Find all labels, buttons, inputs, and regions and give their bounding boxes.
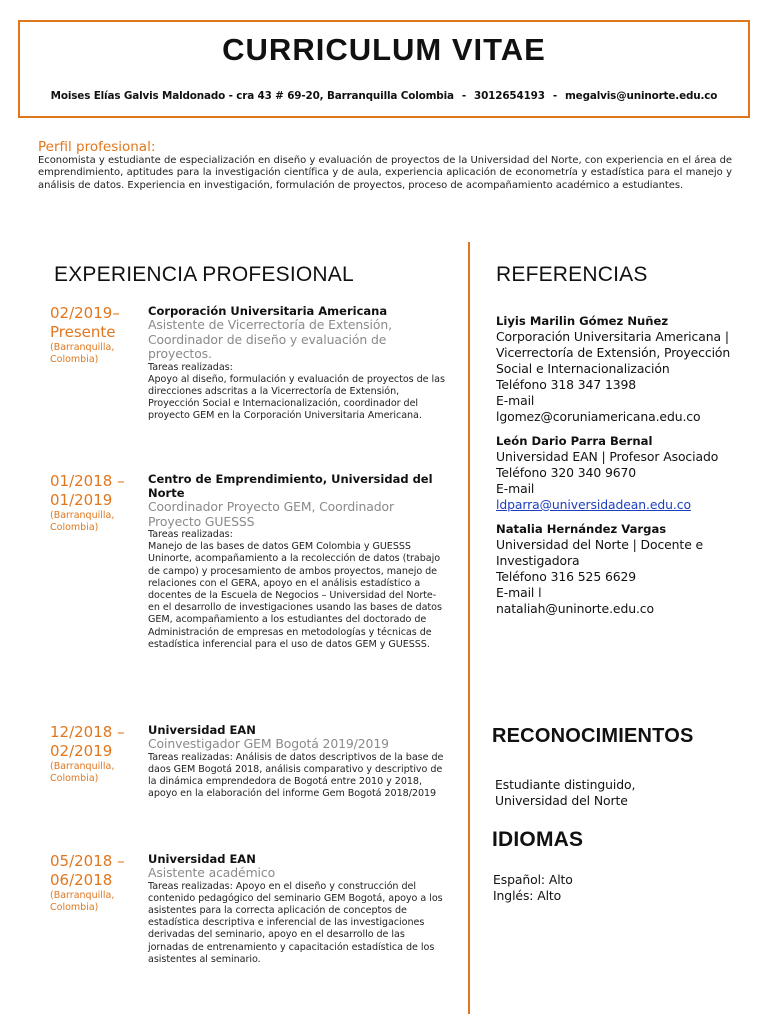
reference-email[interactable]: nataliah@uninorte.edu.co — [496, 601, 654, 616]
reference-email-label: E-mail — [496, 481, 535, 496]
experience-role: Asistente de Vicerrectoría de Extensión, Coordinador de diseño y evaluación de proyectos. — [148, 317, 392, 361]
idiomas-heading: IDIOMAS — [492, 828, 584, 851]
contact-email[interactable]: megalvis@uninorte.edu.co — [565, 90, 718, 102]
experience-org: Universidad EAN — [148, 852, 256, 866]
experience-location: (Barranquilla, Colombia) — [50, 761, 115, 784]
contact-separator: - — [552, 90, 557, 102]
reference-name: Liyis Marilin Gómez Nuñez — [496, 314, 669, 328]
experience-tasks: Tareas realizadas: Apoyo en el diseño y construcción del contenido pedagógico del seminario GEM Bogotá, apoyo a los asistentes para la correcta aplicación de conceptos de estadística descriptiva e inferencial de las investigaciones derivadas del seminario, apoyo en el desarrollo de las jornadas de entrenamiento y capacitación estadística de los asistentes al seminario. — [148, 880, 443, 965]
reference-phone: Teléfono 318 347 1398 — [496, 377, 637, 392]
experience-date: 02/2019– Presente — [50, 304, 120, 341]
experience-tasks: Tareas realizadas: Manejo de las bases de datos GEM Colombia y GUESSS Uninorte, acompañamiento a la recolección de datos (trabajo de campo) y procesamiento de ambos proyectos, manejo de relaciones con el GERA, apoyo en el análisis estadístico a docentes de la Escuela de Negocios – Universidad del Norte- en el desarrollo de investigaciones usando las bases de datos GEM, acompañamiento a los estudiantes del doctorado de Administración de empresas en metodologías y técnicas de estadística inferencial para el uso de datos GEM y GUESSS. — [148, 529, 442, 650]
reference-email[interactable]: lgomez@coruniamericana.edu.co — [496, 409, 701, 424]
reference-phone: Teléfono 320 340 9670 — [496, 465, 637, 480]
experience-tasks: Tareas realizadas: Apoyo al diseño, formulación y evaluación de proyectos de las direcciones adscritas a la Vicerrectoría de Extensión, Proyección Social e Internacionalización, coordinador del proyecto GEM en la Corporación Universitaria Americana. — [148, 361, 445, 422]
experience-date: 05/2018 – 06/2018 — [50, 852, 125, 889]
reconocimientos-heading: RECONOCIMIENTOS — [492, 725, 694, 747]
experience-date: 01/2018 – 01/2019 — [50, 472, 125, 509]
experiencia-heading: EXPERIENCIA PROFESIONAL — [54, 263, 354, 286]
perfil-text: Economista y estudiante de especialización en diseño y evaluación de proyectos de la Universidad del Norte, con experiencia en el área de emprendimiento, aptitudes para la investigación científica y de aula, experiencia aplicación de econometría y estadística para el manejo y análisis de datos. Experiencia en investigación, formulación de proyectos, proceso de acompañamiento académico a estudiantes. — [38, 155, 732, 191]
idiomas-line: Español: Alto — [493, 872, 573, 887]
experience-location: (Barranquilla, Colombia) — [50, 890, 115, 913]
contact-name-address: Moises Elías Galvis Maldonado - cra 43 # 69-20, Barranquilla Colombia — [50, 90, 454, 102]
idiomas-line: Inglés: Alto — [493, 888, 562, 903]
contact-line — [20, 90, 748, 102]
reference-phone: Teléfono 316 525 6629 — [496, 569, 637, 584]
experience-location: (Barranquilla, Colombia) — [50, 510, 115, 533]
experience-tasks: Tareas realizadas: Análisis de datos descriptivos de la base de daos GEM Bogotá 2018, análisis comparativo y descriptivo de la dinámica emprendedora de Bogotá entre 2010 y 2018, apoyo en la elaboración del informe Gem Bogotá 2018/2019 — [148, 751, 444, 800]
reference-name: León Dario Parra Bernal — [496, 434, 653, 448]
reference-item — [496, 433, 746, 513]
references-list — [496, 313, 746, 625]
reference-institution: Corporación Universitaria Americana | Vicerrectoría de Extensión, Proyección Social e Internacionalización — [496, 329, 731, 376]
perfil-title: Perfil profesional: — [38, 139, 156, 155]
experience-org: Centro de Emprendimiento, Universidad del Norte — [148, 472, 433, 500]
reference-item — [496, 313, 746, 425]
contact-phone: 3012654193 — [474, 90, 545, 102]
experience-org: Corporación Universitaria Americana — [148, 304, 388, 318]
experience-role: Coordinador Proyecto GEM, Coordinador Proyecto GUESSS — [148, 499, 395, 529]
perfil-section — [38, 139, 732, 192]
reference-institution: Universidad EAN | Profesor Asociado — [496, 449, 719, 464]
experience-location: (Barranquilla, Colombia) — [50, 342, 115, 365]
experience-role: Coinvestigador GEM Bogotá 2019/2019 — [148, 736, 389, 751]
reference-email-link[interactable]: ldparra@universidadean.edu.co — [496, 497, 691, 512]
experience-role: Asistente académico — [148, 865, 276, 880]
reference-institution: Universidad del Norte | Docente e Investigadora — [496, 537, 704, 568]
page-title: CURRICULUM VITAE — [222, 32, 546, 67]
reference-email-label: E-mail l — [496, 585, 542, 600]
experience-org: Universidad EAN — [148, 723, 256, 737]
reconocimientos-text: Estudiante distinguido, Universidad del Norte — [495, 777, 636, 808]
reference-email-label: E-mail — [496, 393, 535, 408]
header-box — [18, 20, 750, 118]
experience-date: 12/2018 – 02/2019 — [50, 723, 125, 760]
reference-name: Natalia Hernández Vargas — [496, 522, 667, 536]
referencias-heading: REFERENCIAS — [496, 263, 648, 286]
contact-separator: - — [461, 90, 467, 102]
column-divider — [468, 242, 470, 1014]
reference-item — [496, 521, 746, 617]
